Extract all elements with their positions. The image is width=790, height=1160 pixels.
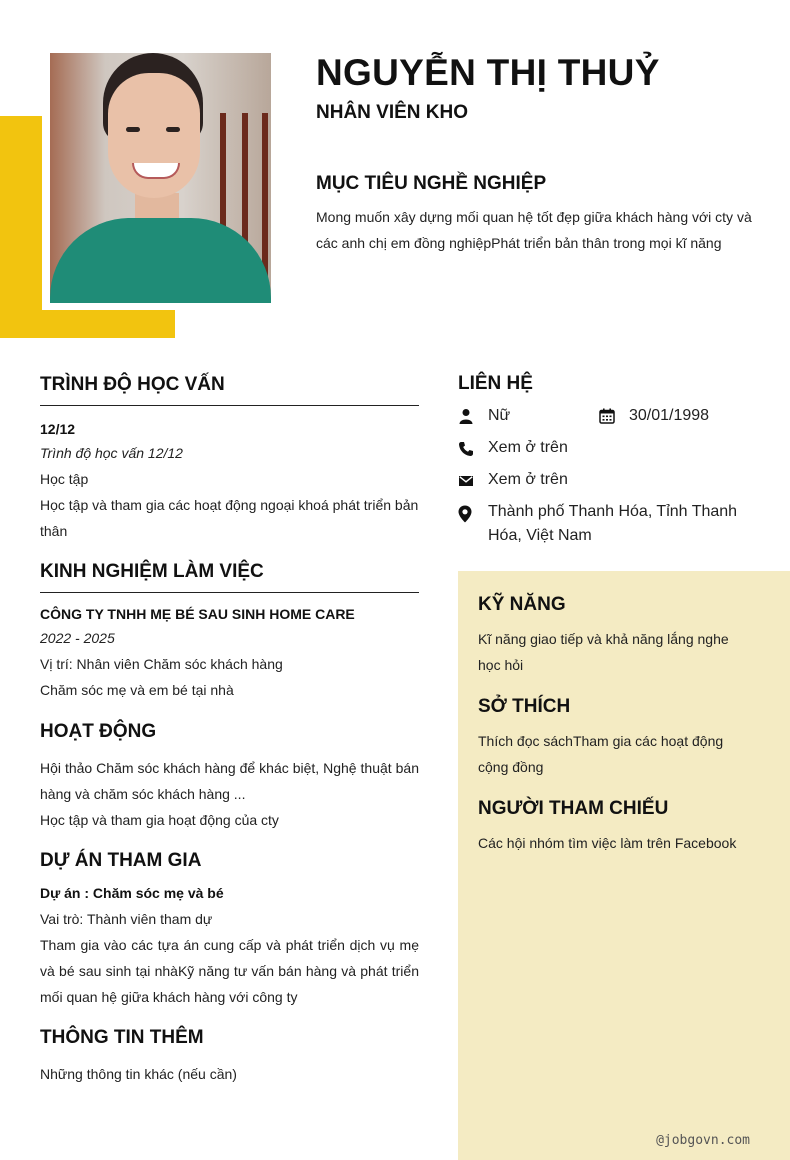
- hobbies-heading: SỞ THÍCH: [478, 696, 571, 717]
- references-heading: NGƯỜI THAM CHIẾU: [478, 798, 669, 819]
- experience-divider: [40, 592, 419, 593]
- objective-text: Mong muốn xây dựng mối quan hệ tốt đẹp giữa khách hàng với cty và các anh chị em đồng nghiệpPhát triển bản thân trong mọi kĩ năng: [316, 209, 752, 251]
- project-role: Vai trò: Thành viên tham dự: [40, 911, 213, 927]
- watermark: @jobgovn.com: [656, 1133, 750, 1148]
- side-panel: [458, 571, 790, 1160]
- hobbies-text: Thích đọc sáchTham gia các hoạt động cộng đồng: [478, 733, 724, 775]
- experience-description: Chăm sóc mẹ và em bé tại nhà: [40, 682, 234, 698]
- contact-phone: Xem ở trên: [488, 439, 568, 456]
- education-title: 12/12: [40, 421, 76, 437]
- accent-block-vertical: [0, 116, 42, 338]
- experience-heading: KINH NGHIỆM LÀM VIỆC: [40, 561, 264, 582]
- profile-photo: [50, 53, 271, 303]
- left-column: [40, 374, 419, 1087]
- activities-heading: HOẠT ĐỘNG: [40, 721, 157, 742]
- experience-position: Vị trí: Nhân viên Chăm sóc khách hàng: [40, 656, 283, 672]
- skills-heading: KỸ NĂNG: [478, 594, 566, 615]
- contact-email: Xem ở trên: [488, 471, 568, 488]
- education-field: Học tập: [40, 471, 89, 487]
- education-divider: [40, 405, 419, 406]
- extra-info-text: Những thông tin khác (nếu cần): [40, 1066, 237, 1082]
- activities-line-1: Hội thảo Chăm sóc khách hàng để khác biệt, Nghệ thuật bán hàng và chăm sóc khách hàng ...: [40, 760, 419, 802]
- projects-heading: DỰ ÁN THAM GIA: [40, 850, 202, 871]
- calendar-icon: [599, 408, 615, 424]
- education-heading: TRÌNH ĐỘ HỌC VẤN: [40, 374, 225, 395]
- education-subtitle: Trình độ học vấn 12/12: [40, 445, 183, 461]
- extra-info-heading: THÔNG TIN THÊM: [40, 1027, 204, 1048]
- contact-gender: Nữ: [488, 407, 511, 424]
- project-name: Dự án : Chăm sóc mẹ và bé: [40, 885, 224, 901]
- person-icon: [458, 408, 474, 424]
- project-description: Tham gia vào các tựa án cung cấp và phát triển dịch vụ mẹ và bé sau sinh tại nhàKỹ năng tư vấn bán hàng và phát triển mối quan hệ giữa khách hàng với công ty: [40, 937, 419, 1005]
- contact-address: Thành phố Thanh Hóa, Tỉnh Thanh Hóa, Việt Nam: [488, 503, 738, 544]
- contact-heading: LIÊN HỆ: [458, 373, 533, 394]
- education-description: Học tập và tham gia các hoạt động ngoại khoá phát triển bản thân: [40, 497, 419, 539]
- contact-birthday: 30/01/1998: [629, 407, 710, 424]
- skills-text: Kĩ năng giao tiếp và khả năng lắng nghe học hỏi: [478, 631, 729, 673]
- job-title: NHÂN VIÊN KHO: [316, 102, 469, 123]
- email-icon: [458, 473, 474, 489]
- accent-block-horizontal: [0, 310, 175, 338]
- experience-company: CÔNG TY TNHH MẸ BÉ SAU SINH HOME CARE: [40, 606, 355, 622]
- references-text: Các hội nhóm tìm việc làm trên Facebook: [478, 835, 737, 851]
- phone-icon: [458, 441, 474, 457]
- objective-heading: MỤC TIÊU NGHỀ NGHIỆP: [316, 173, 547, 194]
- candidate-name: NGUYỄN THỊ THUỶ: [316, 52, 660, 93]
- experience-period: 2022 - 2025: [40, 630, 115, 646]
- location-icon: [457, 505, 473, 523]
- activities-line-2: Học tập và tham gia hoạt động của cty: [40, 812, 279, 828]
